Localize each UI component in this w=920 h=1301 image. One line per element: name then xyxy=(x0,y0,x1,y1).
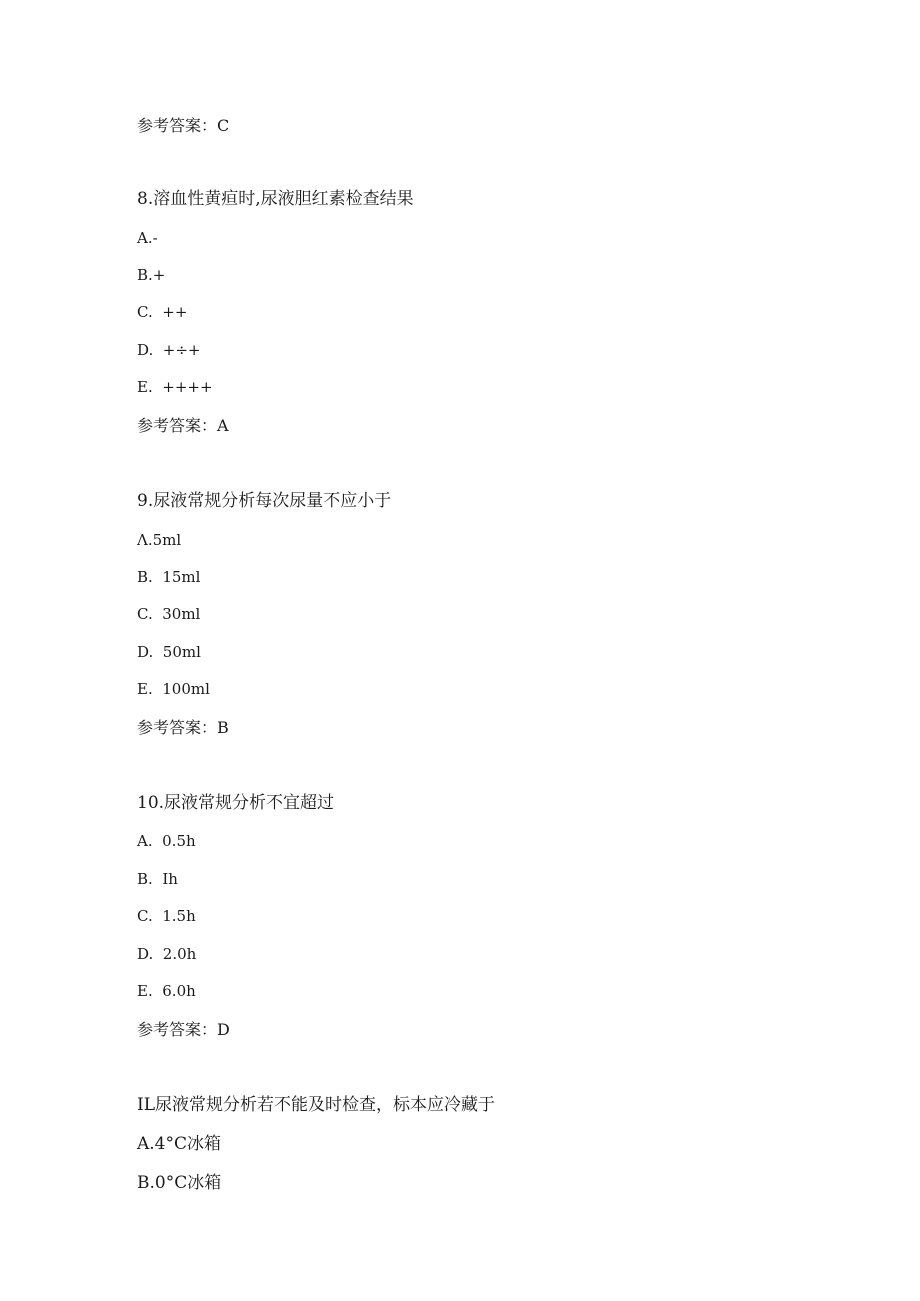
option-e: E. 100ml xyxy=(137,680,210,698)
option-b: B. 15ml xyxy=(137,568,201,586)
option-b: B.0°C冰箱 xyxy=(137,1173,222,1193)
option-b: B.+ xyxy=(137,266,166,284)
question-stem: IL尿液常规分析若不能及时检查，标本应冷藏于 xyxy=(137,1095,496,1115)
answer-line: 参考答案：A xyxy=(137,416,229,435)
option-d: D. 2.0h xyxy=(137,945,197,963)
answer-line: 参考答案：B xyxy=(137,718,229,737)
option-a: Λ.5ml xyxy=(137,531,182,549)
option-a: A.- xyxy=(137,229,158,247)
option-e: E. ++++ xyxy=(137,378,213,396)
option-c: C. 30ml xyxy=(137,605,201,623)
option-b: B. Ih xyxy=(137,870,178,888)
option-d: D. 50ml xyxy=(137,643,201,661)
option-d: D. +÷+ xyxy=(137,341,201,359)
option-e: E. 6.0h xyxy=(137,982,196,1000)
option-a: A. 0.5h xyxy=(137,832,196,850)
question-stem: 10.尿液常规分析不宜超过 xyxy=(137,793,335,813)
option-a: A.4°C冰箱 xyxy=(137,1134,222,1154)
answer-line: 参考答案：C xyxy=(137,116,230,135)
answer-line: 参考答案：D xyxy=(137,1020,230,1039)
option-c: C. 1.5h xyxy=(137,907,196,925)
question-stem: 8.溶血性黄疸时,尿液胆红素检查结果 xyxy=(137,189,414,209)
option-c: C. ++ xyxy=(137,303,188,321)
question-stem: 9.尿液常规分析每次尿量不应小于 xyxy=(137,491,392,511)
